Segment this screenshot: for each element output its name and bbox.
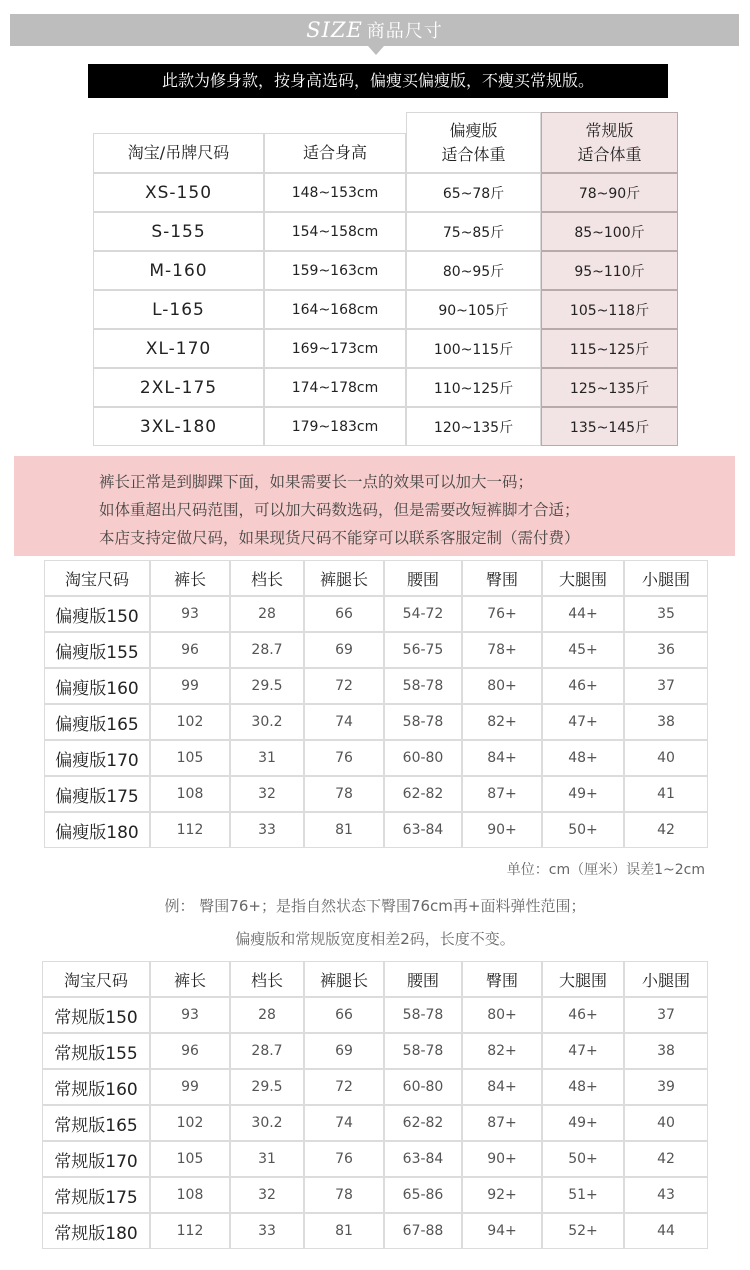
size-table-cell: 169~173cm <box>264 329 406 368</box>
measure-cell: 82+ <box>462 1033 542 1069</box>
measure-cell: 60-80 <box>384 740 462 776</box>
measure-cell: 90+ <box>462 812 542 848</box>
notes-box <box>14 456 735 556</box>
measure-cell: 51+ <box>542 1177 624 1213</box>
measure-cell: 38 <box>624 1033 708 1069</box>
measure-cell: 82+ <box>462 704 542 740</box>
measure-cell: 84+ <box>462 1069 542 1105</box>
size-table-cell: 159~163cm <box>264 251 406 290</box>
size-table-cell: 148~153cm <box>264 173 406 212</box>
measure-cell: 28.7 <box>230 632 304 668</box>
measure-size-cell: 偏瘦版180 <box>44 812 150 848</box>
measure-cell: 41 <box>624 776 708 812</box>
measure-header: 大腿围 <box>542 961 624 997</box>
measure-cell: 112 <box>150 812 230 848</box>
measure-cell: 96 <box>150 1033 230 1069</box>
measure-cell: 37 <box>624 668 708 704</box>
measure-cell: 58-78 <box>384 668 462 704</box>
measure-header: 淘宝尺码 <box>44 560 150 596</box>
fit-notice: 此款为修身款，按身高选码，偏瘦买偏瘦版，不瘦买常规版。 <box>88 64 668 98</box>
page-title <box>10 14 739 46</box>
measure-cell: 78+ <box>462 632 542 668</box>
measure-size-cell: 常规版175 <box>42 1177 150 1213</box>
measure-size-cell: 偏瘦版175 <box>44 776 150 812</box>
measure-size-cell: 偏瘦版150 <box>44 596 150 632</box>
note-line: 本店支持定做尺码，如果现货尺码不能穿可以联系客服定制（需付费） <box>99 529 580 547</box>
size-label-cell: 3XL-180 <box>93 407 264 446</box>
measure-cell: 78 <box>304 776 384 812</box>
measure-cell: 69 <box>304 632 384 668</box>
measure-cell: 47+ <box>542 1033 624 1069</box>
measure-cell: 76 <box>304 1141 384 1177</box>
measure-cell: 40 <box>624 740 708 776</box>
size-table-header: 淘宝/吊牌尺码 <box>93 133 264 173</box>
size-table-header: 适合身高 <box>264 133 406 173</box>
measure-cell: 28.7 <box>230 1033 304 1069</box>
measure-cell: 76+ <box>462 596 542 632</box>
size-table-cell: 90~105斤 <box>406 290 541 329</box>
size-table-cell: 95~110斤 <box>541 251 678 290</box>
size-label-cell: XS-150 <box>93 173 264 212</box>
note-line: 裤长正常是到脚踝下面，如果需要长一点的效果可以加大一码； <box>99 473 534 491</box>
measure-cell: 29.5 <box>230 668 304 704</box>
measure-size-cell: 常规版165 <box>42 1105 150 1141</box>
measure-cell: 67-88 <box>384 1213 462 1249</box>
measure-cell: 112 <box>150 1213 230 1249</box>
measure-size-cell: 常规版160 <box>42 1069 150 1105</box>
measure-cell: 74 <box>304 704 384 740</box>
measure-header: 大腿围 <box>542 560 624 596</box>
measure-cell: 92+ <box>462 1177 542 1213</box>
measure-cell: 90+ <box>462 1141 542 1177</box>
measure-cell: 74 <box>304 1105 384 1141</box>
measure-cell: 30.2 <box>230 1105 304 1141</box>
measure-cell: 32 <box>230 1177 304 1213</box>
measure-cell: 69 <box>304 1033 384 1069</box>
measure-cell: 80+ <box>462 997 542 1033</box>
measure-cell: 58-78 <box>384 704 462 740</box>
measure-size-cell: 偏瘦版160 <box>44 668 150 704</box>
measure-cell: 96 <box>150 632 230 668</box>
measure-cell: 40 <box>624 1105 708 1141</box>
measure-cell: 87+ <box>462 776 542 812</box>
size-label-cell: 2XL-175 <box>93 368 264 407</box>
measure-size-cell: 常规版155 <box>42 1033 150 1069</box>
size-table-cell: 100~115斤 <box>406 329 541 368</box>
size-table-cell: 105~118斤 <box>541 290 678 329</box>
measure-cell: 63-84 <box>384 1141 462 1177</box>
measure-size-cell: 常规版150 <box>42 997 150 1033</box>
measure-cell: 35 <box>624 596 708 632</box>
measure-cell: 49+ <box>542 1105 624 1141</box>
measure-cell: 33 <box>230 1213 304 1249</box>
measure-cell: 63-84 <box>384 812 462 848</box>
size-table-cell: 75~85斤 <box>406 212 541 251</box>
title-cn: 商品尺寸 <box>366 21 443 42</box>
measure-cell: 66 <box>304 997 384 1033</box>
measure-cell: 105 <box>150 1141 230 1177</box>
measure-header: 腰围 <box>384 961 462 997</box>
measure-cell: 60-80 <box>384 1069 462 1105</box>
size-table-cell: 174~178cm <box>264 368 406 407</box>
measure-cell: 66 <box>304 596 384 632</box>
measure-cell: 94+ <box>462 1213 542 1249</box>
measure-cell: 102 <box>150 1105 230 1141</box>
measure-cell: 108 <box>150 1177 230 1213</box>
note-line: 如体重超出尺码范围，可以加大码数选码，但是需要改短裤脚才合适； <box>99 501 580 519</box>
measure-header: 臀围 <box>462 961 542 997</box>
measure-size-cell: 偏瘦版155 <box>44 632 150 668</box>
measure-cell: 36 <box>624 632 708 668</box>
measure-cell: 80+ <box>462 668 542 704</box>
size-table-cell: 115~125斤 <box>541 329 678 368</box>
measure-header: 裤腿长 <box>304 961 384 997</box>
measure-header: 裤腿长 <box>304 560 384 596</box>
measure-cell: 49+ <box>542 776 624 812</box>
measure-header: 淘宝尺码 <box>42 961 150 997</box>
measure-cell: 44 <box>624 1213 708 1249</box>
measure-cell: 48+ <box>542 740 624 776</box>
measure-header: 档长 <box>230 560 304 596</box>
measure-cell: 72 <box>304 1069 384 1105</box>
size-table-cell: 135~145斤 <box>541 407 678 446</box>
measure-cell: 28 <box>230 997 304 1033</box>
measure-cell: 33 <box>230 812 304 848</box>
measure-cell: 44+ <box>542 596 624 632</box>
measure-cell: 52+ <box>542 1213 624 1249</box>
banner-pointer <box>368 46 384 55</box>
measure-cell: 99 <box>150 1069 230 1105</box>
size-table-header: 常规版 适合体重 <box>541 112 678 173</box>
title-en: SIZE <box>306 18 363 42</box>
measure-cell: 78 <box>304 1177 384 1213</box>
size-label-cell: M-160 <box>93 251 264 290</box>
measure-cell: 42 <box>624 812 708 848</box>
size-table-cell: 179~183cm <box>264 407 406 446</box>
measure-cell: 56-75 <box>384 632 462 668</box>
measure-cell: 38 <box>624 704 708 740</box>
measure-header: 裤长 <box>150 961 230 997</box>
header-banner <box>10 14 739 46</box>
size-table-header: 偏瘦版 适合体重 <box>406 112 541 173</box>
size-label-cell: S-155 <box>93 212 264 251</box>
measure-size-cell: 常规版170 <box>42 1141 150 1177</box>
measure-cell: 81 <box>304 1213 384 1249</box>
measure-cell: 47+ <box>542 704 624 740</box>
size-label-cell: XL-170 <box>93 329 264 368</box>
measure-cell: 93 <box>150 596 230 632</box>
size-table-cell: 80~95斤 <box>406 251 541 290</box>
measure-size-cell: 偏瘦版170 <box>44 740 150 776</box>
measure-header: 小腿围 <box>624 961 708 997</box>
measure-cell: 84+ <box>462 740 542 776</box>
size-table-cell: 154~158cm <box>264 212 406 251</box>
measure-cell: 108 <box>150 776 230 812</box>
size-table-cell: 164~168cm <box>264 290 406 329</box>
measure-header: 小腿围 <box>624 560 708 596</box>
measure-header: 档长 <box>230 961 304 997</box>
measure-cell: 32 <box>230 776 304 812</box>
measure-cell: 102 <box>150 704 230 740</box>
measure-cell: 72 <box>304 668 384 704</box>
measure-cell: 31 <box>230 1141 304 1177</box>
size-table-cell: 110~125斤 <box>406 368 541 407</box>
measure-cell: 31 <box>230 740 304 776</box>
measure-cell: 65-86 <box>384 1177 462 1213</box>
measure-cell: 39 <box>624 1069 708 1105</box>
unit-note: 单位：cm（厘米）误差1~2cm <box>506 862 705 878</box>
measure-cell: 62-82 <box>384 776 462 812</box>
measure-cell: 46+ <box>542 668 624 704</box>
measure-size-cell: 常规版180 <box>42 1213 150 1249</box>
measure-cell: 29.5 <box>230 1069 304 1105</box>
measure-cell: 76 <box>304 740 384 776</box>
measure-cell: 28 <box>230 596 304 632</box>
measure-header: 臀围 <box>462 560 542 596</box>
example-line-2: 偏瘦版和常规版宽度相差2码，长度不变。 <box>235 930 515 948</box>
measure-cell: 99 <box>150 668 230 704</box>
size-table-cell: 65~78斤 <box>406 173 541 212</box>
size-label-cell: L-165 <box>93 290 264 329</box>
measure-size-cell: 偏瘦版165 <box>44 704 150 740</box>
measure-cell: 54-72 <box>384 596 462 632</box>
example-line-1: 例： 臀围76+；是指自然状态下臀围76cm再+面料弹性范围； <box>164 897 586 915</box>
measure-cell: 46+ <box>542 997 624 1033</box>
measure-cell: 50+ <box>542 812 624 848</box>
measure-cell: 50+ <box>542 1141 624 1177</box>
size-table-cell: 78~90斤 <box>541 173 678 212</box>
size-table-cell: 120~135斤 <box>406 407 541 446</box>
measure-header: 腰围 <box>384 560 462 596</box>
measure-cell: 48+ <box>542 1069 624 1105</box>
measure-cell: 37 <box>624 997 708 1033</box>
measure-cell: 43 <box>624 1177 708 1213</box>
measure-cell: 45+ <box>542 632 624 668</box>
measure-cell: 30.2 <box>230 704 304 740</box>
measure-cell: 105 <box>150 740 230 776</box>
size-table-cell: 85~100斤 <box>541 212 678 251</box>
size-table-cell: 125~135斤 <box>541 368 678 407</box>
measure-cell: 58-78 <box>384 997 462 1033</box>
measure-cell: 62-82 <box>384 1105 462 1141</box>
measure-cell: 81 <box>304 812 384 848</box>
measure-cell: 58-78 <box>384 1033 462 1069</box>
measure-header: 裤长 <box>150 560 230 596</box>
measure-cell: 87+ <box>462 1105 542 1141</box>
measure-cell: 93 <box>150 997 230 1033</box>
measure-cell: 42 <box>624 1141 708 1177</box>
